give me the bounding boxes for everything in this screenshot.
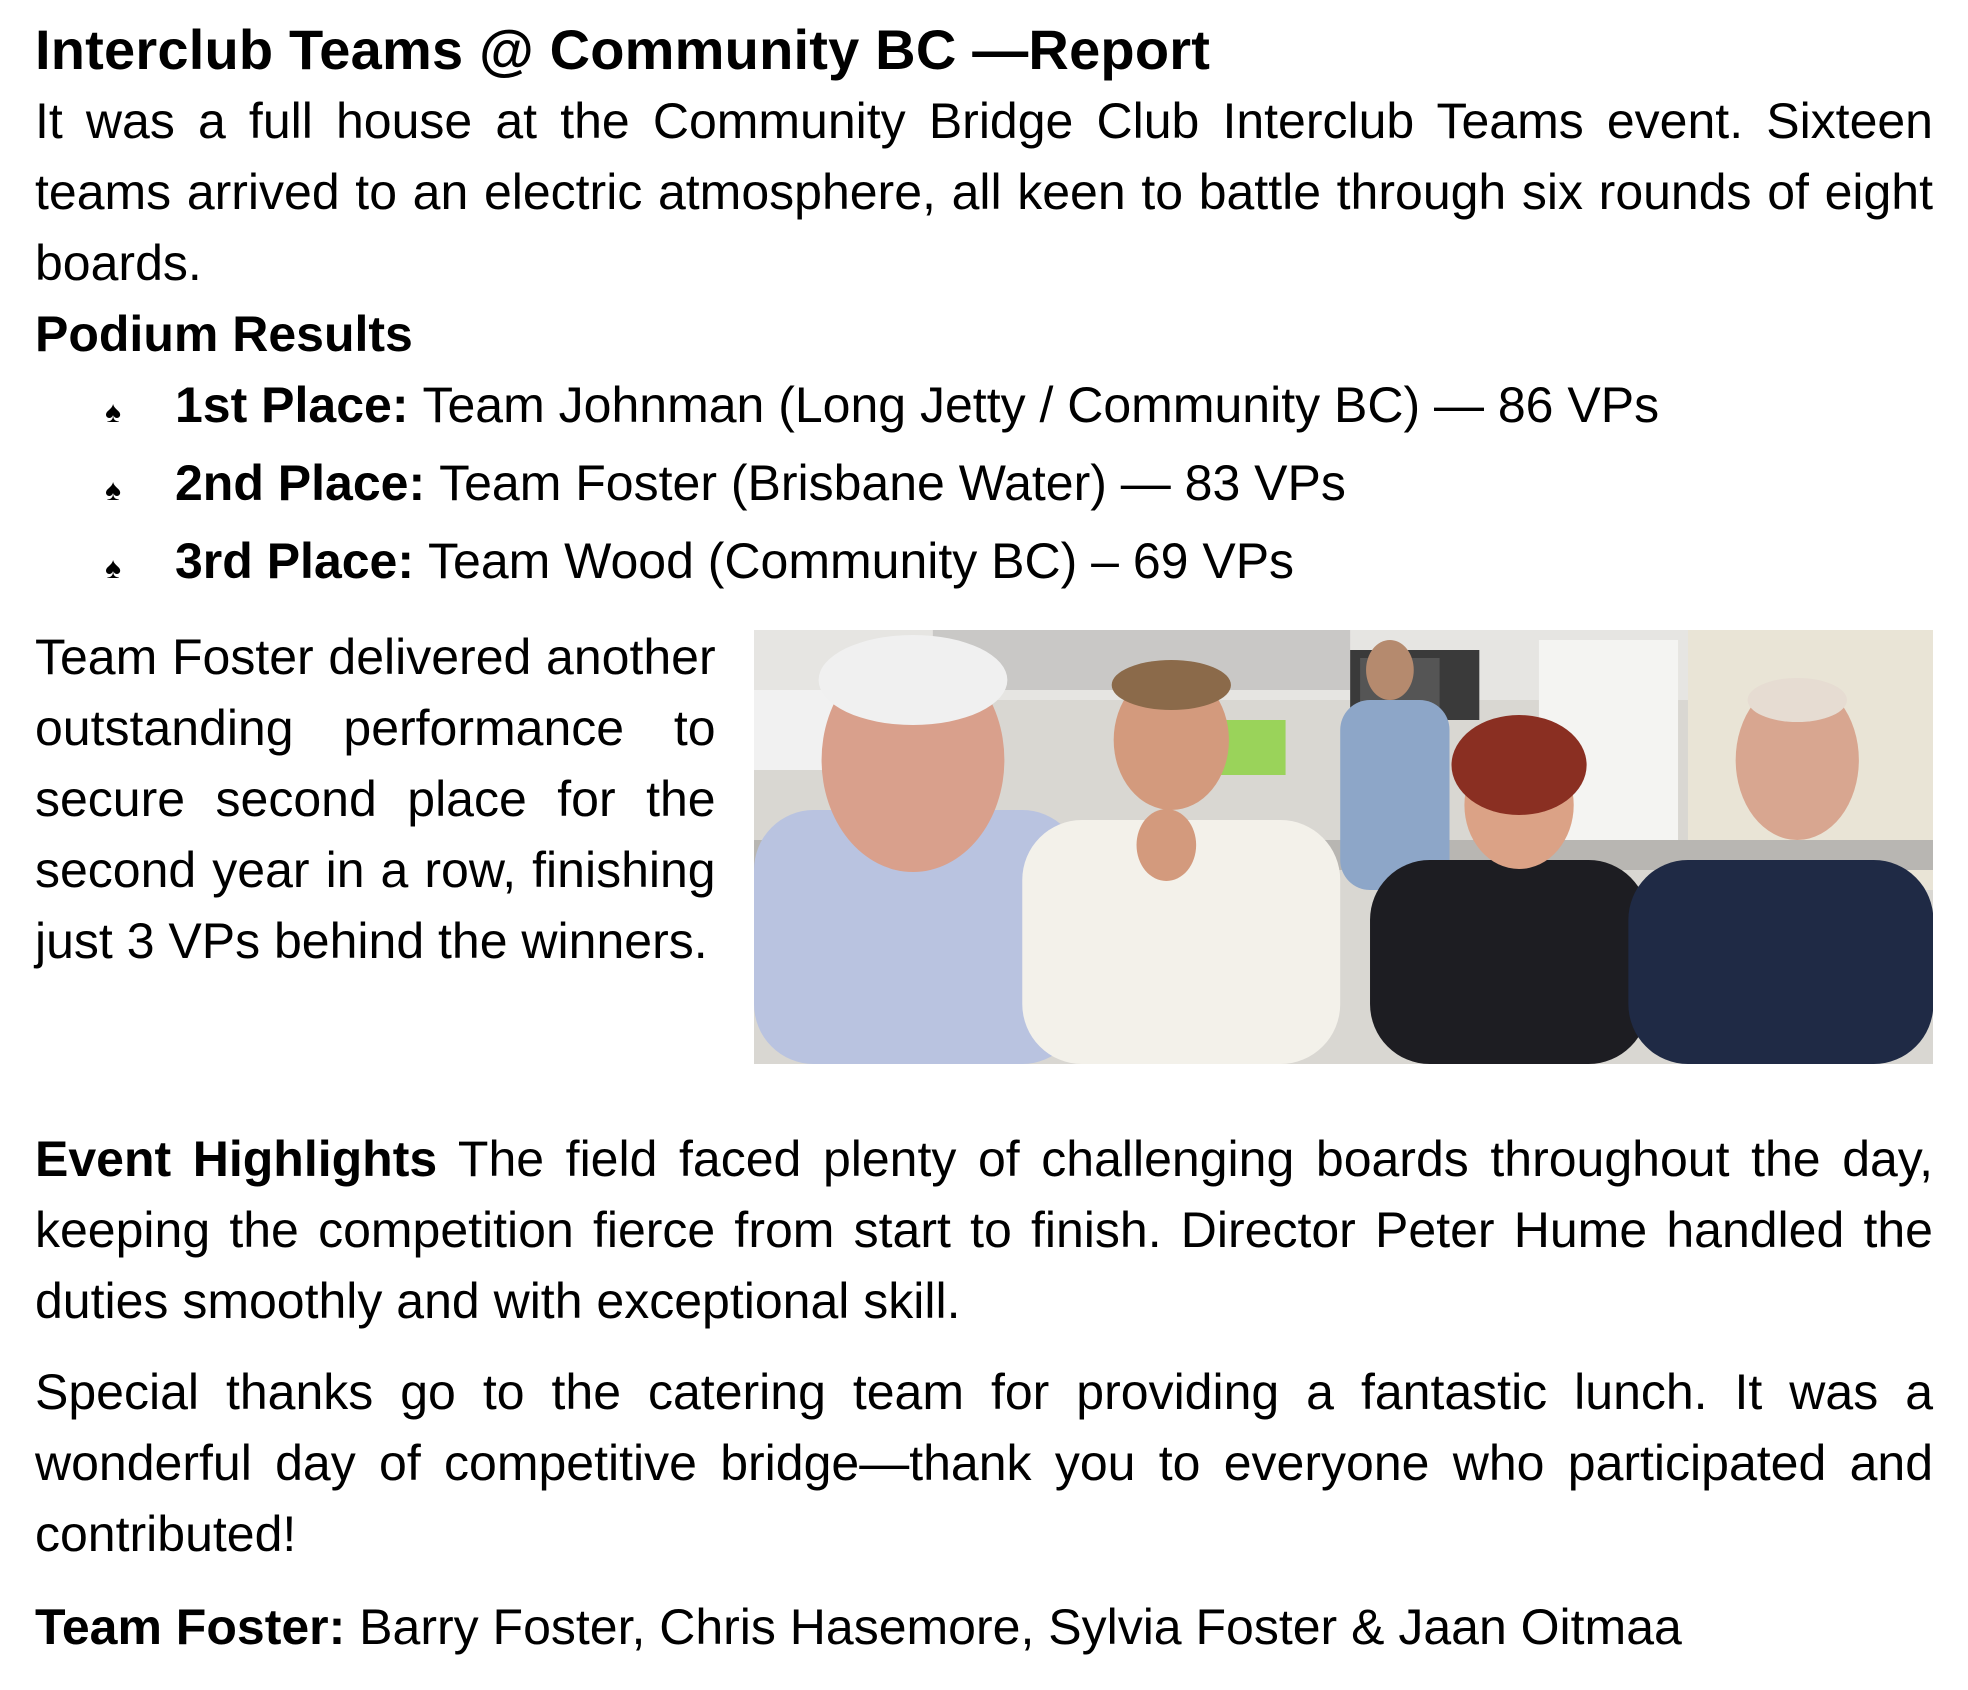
- photo-side-text: Team Foster delivered another outstanding performance to secure second place for the second year in a row, finishing just 3 VPs behind the winners.: [35, 629, 716, 969]
- podium-place: 2nd Place:: [175, 455, 426, 511]
- podium-item-third: [105, 526, 1933, 604]
- podium-place: 1st Place:: [175, 377, 409, 433]
- spade-icon: ♠: [105, 396, 121, 429]
- highlights-label: Event Highlights: [35, 1131, 438, 1187]
- intro-paragraph: It was a full house at the Community Bridge Club Interclub Teams event. Sixteen teams arrived to an electric atmosphere, all keen to battle through six rounds of eight boards.: [35, 93, 1933, 291]
- podium-place: 3rd Place:: [175, 533, 415, 589]
- podium-list: [35, 370, 1933, 604]
- spade-icon: ♠: [105, 474, 121, 507]
- podium-detail: Team Wood (Community BC) – 69 VPs: [428, 533, 1295, 589]
- spade-icon: ♠: [105, 552, 121, 585]
- report-title: Interclub Teams @ Community BC —Report: [35, 18, 1211, 81]
- podium-detail: Team Johnman (Long Jetty / Community BC) — 86 VPs: [422, 377, 1660, 433]
- thanks-paragraph: Special thanks go to the catering team for providing a fantastic lunch. It was a wonderful day of competitive bridge—thank you to everyone who participated and contributed!: [35, 1364, 1933, 1562]
- podium-detail: Team Foster (Brisbane Water) — 83 VPs: [439, 455, 1346, 511]
- team-members-line: [35, 1592, 1933, 1663]
- report-page: [35, 14, 1933, 1663]
- highlights-text: The field faced plenty of challenging boards throughout the day, keeping the competition fierce from start to finish. Director Peter Hume handled the duties smoothly and with exceptional skill.: [35, 1131, 1933, 1329]
- team-label: Team Foster:: [35, 1599, 346, 1655]
- photo-section: [35, 622, 1933, 1122]
- team-photo: [754, 630, 1933, 1064]
- podium-item-second: [105, 448, 1933, 526]
- team-photo-illustration: [754, 630, 1933, 1064]
- podium-heading: Podium Results: [35, 306, 413, 362]
- highlights-paragraph: [35, 1124, 1933, 1337]
- podium-item-first: [105, 370, 1933, 448]
- team-members: Barry Foster, Chris Hasemore, Sylvia Foster & Jaan Oitmaa: [359, 1599, 1682, 1655]
